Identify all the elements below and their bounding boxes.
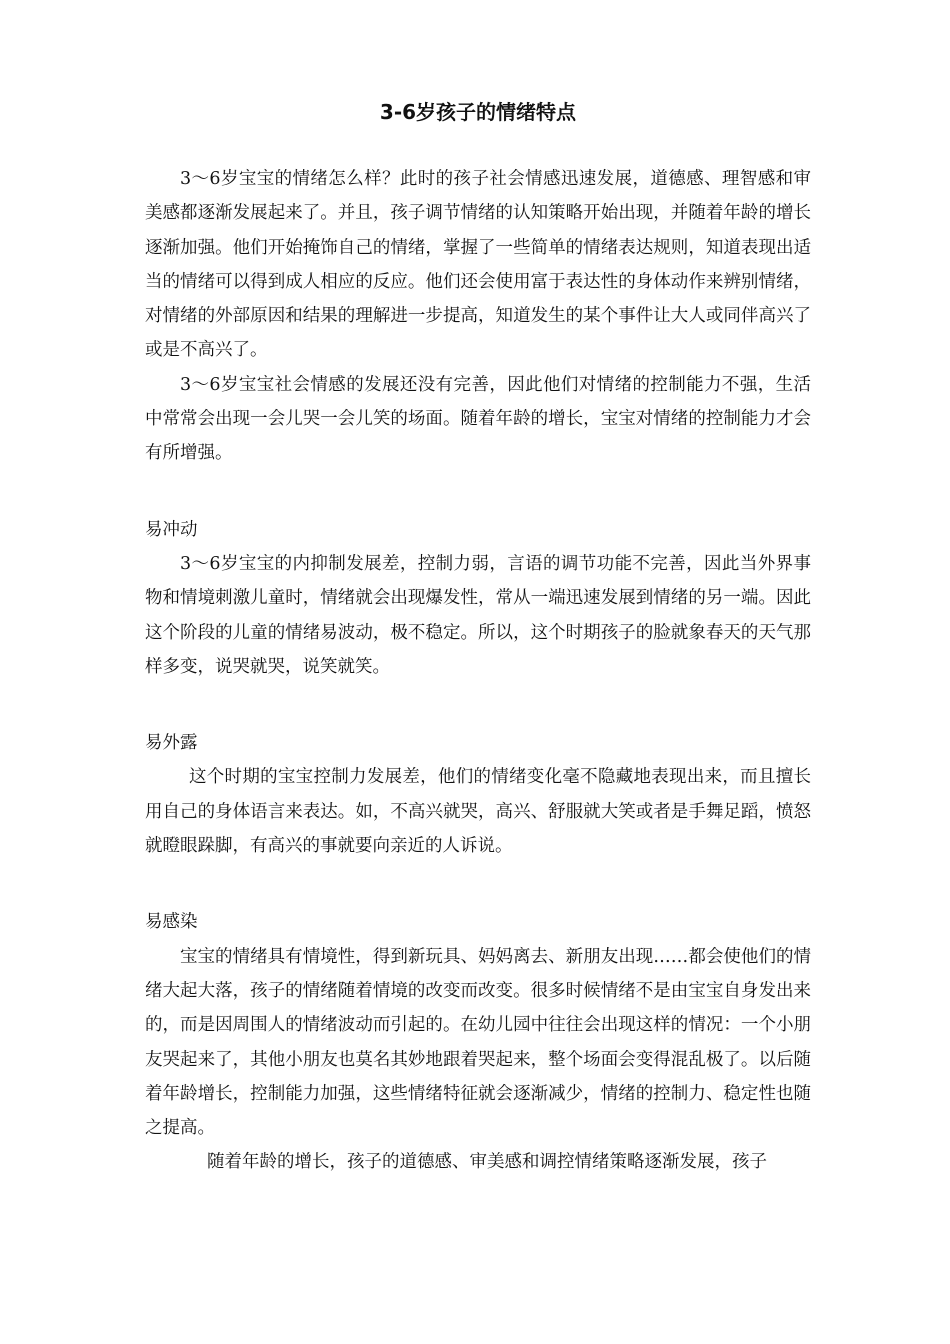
section-text-impulsive: 3～6岁宝宝的内抑制发展差，控制力弱，言语的调节功能不完善，因此当外界事物和情境刺激儿童时，情绪就会出现爆发性，常从一端迅速发展到情绪的另一端。因此这个阶段的儿童的情绪易波动，极不稳定。所以，这个时期孩子的脸就象春天的天气那样多变，说哭就哭，说笑就笑。: [145, 553, 811, 677]
section-gap: [145, 471, 811, 513]
section-gap: [145, 863, 811, 905]
document-title: 3-6岁孩子的情绪特点: [379, 100, 577, 124]
closing-paragraph: 随着年龄的增长，孩子的道德感、审美感和调控情绪策略逐渐发展，孩子: [207, 1152, 767, 1173]
document-page: [145, 92, 811, 1180]
section-heading-expressive: 易外露: [145, 733, 198, 754]
intro-paragraph-2: 3～6岁宝宝社会情感的发展还没有完善，因此他们对情绪的控制能力不强，生活中常常会出现一会儿哭一会儿笑的场面。随着年龄的增长，宝宝对情绪的控制能力才会有所增强。: [145, 374, 811, 464]
section-gap: [145, 684, 811, 726]
section-text-expressive: 这个时期的宝宝控制力发展差，他们的情绪变化毫不隐藏地表现出来，而且擅长用自己的身体语言来表达。如，不高兴就哭，高兴、舒服就大笑或者是手舞足蹈，愤怒就瞪眼跺脚，有高兴的事就要向亲近的人诉说。: [145, 767, 811, 857]
section-text-contagious: 宝宝的情绪具有情境性，得到新玩具、妈妈离去、新朋友出现……都会使他们的情绪大起大落，孩子的情绪随着情境的改变而改变。很多时候情绪不是由宝宝自身发出来的，而是因周围人的情绪波动而引起的。在幼儿园中往往会出现这样的情况：一个小朋友哭起来了，其他小朋友也莫名其妙地跟着哭起来，整个场面会变得混乱极了。以后随着年龄增长，控制能力加强，这些情绪特征就会逐渐减少，情绪的控制力、稳定性也随之提高。: [145, 946, 811, 1139]
section-heading-contagious: 易感染: [145, 912, 198, 933]
intro-paragraph-1: 3～6岁宝宝的情绪怎么样？此时的孩子社会情感迅速发展，道德感、理智感和审美感都逐渐发展起来了。并且，孩子调节情绪的认知策略开始出现，并随着年龄的增长逐渐加强。他们开始掩饰自己的情绪，掌握了一些简单的情绪表达规则，知道表现出适当的情绪可以得到成人相应的反应。他们还会使用富于表达性的身体动作来辨别情绪，对情绪的外部原因和结果的理解进一步提高，知道发生的某个事件让大人或同伴高兴了或是不高兴了。: [145, 169, 811, 361]
section-heading-impulsive: 易冲动: [145, 519, 198, 540]
